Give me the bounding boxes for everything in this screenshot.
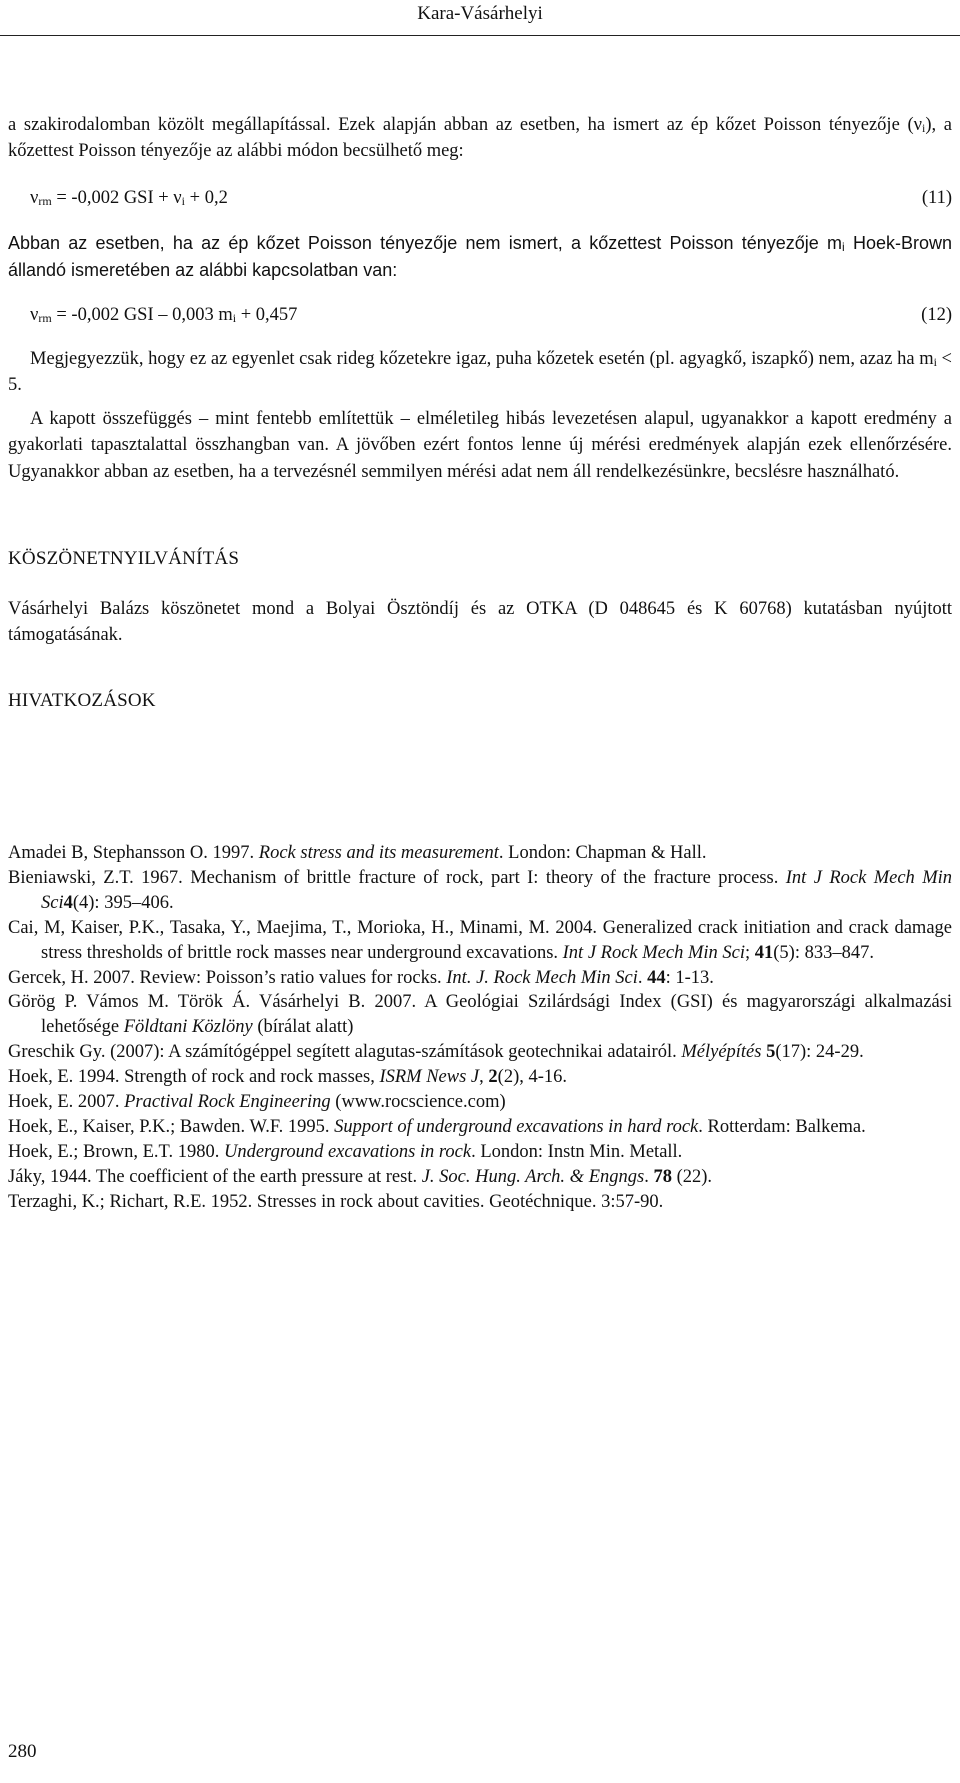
paragraph-poisson-unknown: Abban az esetben, ha az ép kőzet Poisson tényezője nem ismert, a kőzettest Poisson tényezője $m_i$ Hoek-Brown állandó ismeretében az alábbi kapcsolatban van:: [8, 233, 952, 280]
header-divider: [0, 35, 960, 36]
acknowledgements-heading: KÖSZÖNETNYILVÁNÍTÁS: [8, 548, 240, 569]
references-heading: HIVATKOZÁSOK: [8, 690, 156, 711]
paragraph-conclusion: A kapott összefüggés – mint fentebb említettük – elméletileg hibás levezetésen alapul, ugyanakkor a kapott eredmény a gyakorlati tapasztalattal összhangban van. A jövőben ezért fontos lenne új mérési eredmények alapján ezek ellenőrzésére. Ugyanakkor abban az esetben, ha a tervezésnél semmilyen mérési adat nem áll rendelkezésünkre, becslésre használható.: [8, 409, 952, 482]
intro-paragraph: a szakirodalomban közölt megállapítással. Ezek alapján abban az esetben, ha ismert az ép kőzet Poisson tényezője $(\nu_i)$, a kőzettest Poisson tényezője az alábbi módon becsülhető meg:: [8, 115, 952, 162]
reference-item: Hoek, E. 1994. Strength of rock and rock masses, ISRM News J, 2(2), 4-16.: [8, 1067, 568, 1088]
reference-item: Hoek, E.; Brown, E.T. 1980. Underground excavations in rock. London: Instn Min. Metall.: [8, 1141, 683, 1162]
reference-item: Jáky, 1944. The coefficient of the earth pressure at rest. J. Soc. Hung. Arch. & Engngs. 78 (22).: [8, 1166, 713, 1187]
reference-item: Gercek, H. 2007. Review: Poisson’s ratio values for rocks. Int. J. Rock Mech Min Sci. 44: 1-13.: [8, 967, 714, 988]
paragraph-remark: Megjegyezzük, hogy ez az egyenlet csak rideg kőzetekre igaz, puha kőzetek esetén (pl. agyagkő, iszapkő) nem, azaz ha $m_i < 5$.: [8, 349, 952, 396]
reference-item: Hoek, E. 2007. Practival Rock Engineering (www.rocscience.com): [8, 1092, 506, 1113]
reference-list: [8, 841, 952, 1215]
equation-11: $\nu_{rm} = -0,002$ GSI + $\nu_i + 0,2$ (11): [30, 185, 952, 211]
equation-12: $\nu_{rm} = -0,002$ GSI – 0,003 $m_i + 0,457$ (12): [30, 302, 952, 328]
reference-item: Terzaghi, K.; Richart, R.E. 1952. Stresses in rock about cavities. Geotéchnique. 3:57-90.: [8, 1191, 664, 1212]
acknowledgements-text: Vásárhelyi Balázs köszönetet mond a Bolyai Ösztöndíj és az OTKA (D 048645 és K 60768) kutatásban nyújtott támogatásának.: [8, 599, 952, 646]
reference-item: Hoek, E., Kaiser, P.K.; Bawden. W.F. 1995. Support of underground excavations in hard rock. Rotterdam: Balkema.: [8, 1116, 866, 1137]
reference-item: Greschik Gy. (2007): A számítógéppel segített alagutas-számítások geotechnikai adatairól. Mélyépítés 5(17): 24-29.: [8, 1042, 864, 1063]
equation-number: (11): [921, 188, 952, 208]
reference-item: Görög P. Vámos M. Török Á. Vásárhelyi B. 2007. A Geológiai Szilárdsági Index (GSI) és magyarországi alkalmazási lehetősége Földtani Közlöny (bírálat alatt): [8, 992, 952, 1038]
page-number: 280: [8, 1741, 37, 1762]
reference-item: Amadei B, Stephansson O. 1997. Rock stress and its measurement. London: Chapman & Hall.: [8, 843, 707, 863]
equation-number: (12): [921, 305, 952, 325]
reference-item: Bieniawski, Z.T. 1967. Mechanism of brittle fracture of rock, part I: theory of the fracture process. Int J Rock Mech Min Sci4(4): 395–406.: [8, 867, 952, 913]
running-header: Kara-Vásárhelyi: [417, 3, 543, 24]
reference-item: Cai, M, Kaiser, P.K., Tasaka, Y., Maejima, T., Morioka, H., Minami, M. 2004. Generalized crack initiation and crack damage stress thresholds of brittle rock masses near underground excavations. Int J Rock Mech Min Sci; 41(5): 833–847.: [8, 917, 952, 963]
